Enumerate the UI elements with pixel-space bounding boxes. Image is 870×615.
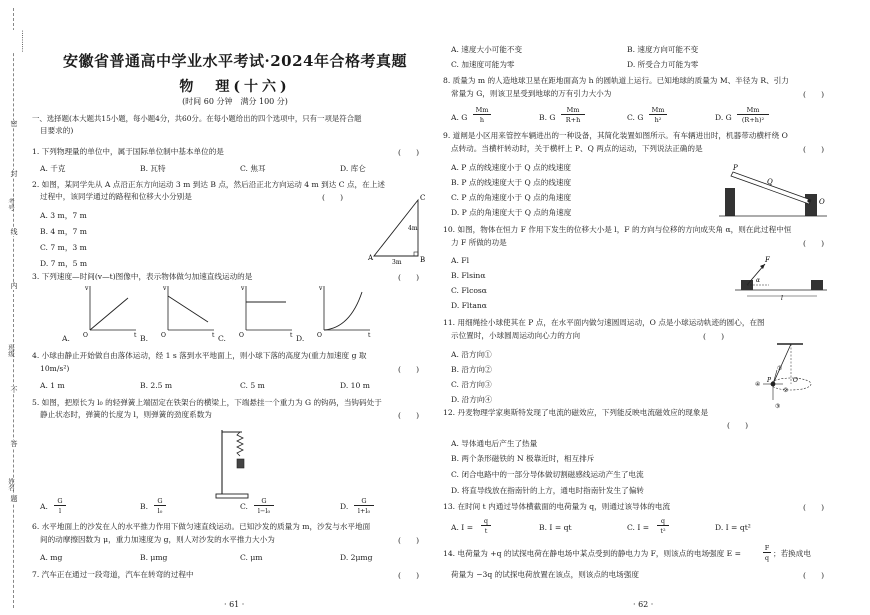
- q3-graph-d: [316, 284, 372, 339]
- q10-option-b: B. Flsinα: [451, 271, 486, 280]
- q2-label-a: A: [368, 254, 374, 262]
- question-9-cont: 点转动。当横杆转动时，关于横杆上 P、Q 两点的运动，下列说法正确的是: [451, 144, 703, 153]
- exam-time-info: (时间 60 分钟 满分 100 分): [182, 97, 288, 106]
- q5-option-a-den: l: [58, 507, 62, 515]
- q9-option-a: A. P 点的线速度小于 Q 点的线速度: [451, 163, 572, 172]
- margin-dots: ··········: [2, 30, 26, 52]
- q4-option-a: A. 1 m: [40, 381, 65, 390]
- q5-spring-stand-figure: [212, 424, 258, 500]
- q8-option-b-den: R+h: [565, 116, 581, 124]
- answer-blank: ( ): [803, 571, 825, 580]
- q11-label-p: P: [767, 377, 772, 384]
- q1-option-a: A. 千克: [40, 164, 66, 173]
- q11-option-d: D. 沿方向④: [451, 395, 493, 404]
- q4-option-b: B. 2.5 m: [140, 381, 173, 390]
- field-name: 姓名: [7, 478, 15, 491]
- question-13: 13. 在时间 t 内通过导体横截面的电荷量为 q，则通过该导体的电流: [443, 502, 671, 511]
- q8-option-b-num: Mm: [561, 106, 585, 115]
- q9-option-c: C. P 点的角速度小于 Q 点的角速度: [451, 193, 572, 202]
- axis-v: v: [241, 285, 245, 292]
- margin-mark: 线: [2, 228, 26, 236]
- question-4-cont: 10m/s²): [40, 364, 70, 373]
- question-14: 14. 电荷量为 +q 的试探电荷在静电场中某点受到的静电力为 F，则该点的电场强度 E =: [443, 549, 741, 558]
- answer-blank: ( ): [398, 148, 420, 157]
- q6-option-b: B. μmg: [140, 553, 168, 562]
- axis-o: O: [161, 332, 166, 339]
- q4-option-d: D. 10 m: [340, 381, 370, 390]
- q1-option-c: C. 焦耳: [240, 164, 266, 173]
- q11-label-dir2: ②: [783, 387, 789, 394]
- q12-option-d: D. 将直导线放在指南针的上方，通电时指南针发生了偏转: [451, 486, 644, 495]
- q5-option-d-den: l+l₀: [357, 507, 371, 515]
- q7-option-c: C. 加速度可能为零: [451, 60, 515, 69]
- q11-option-a: A. 沿方向①: [451, 350, 492, 359]
- q8-option-a-label: A. G: [451, 113, 468, 122]
- q3-option-d: D.: [296, 334, 305, 343]
- q10-option-a: A. Fl: [451, 256, 470, 265]
- exam-title: 安徽省普通高中学业水平考试·2024年合格考真题: [63, 52, 407, 70]
- answer-blank: ( ): [322, 193, 344, 202]
- q8-option-d-num: Mm: [737, 106, 769, 115]
- field-exam-number: 考号: [7, 198, 15, 211]
- question-3: 3. 下列速度—时间(v—t)图像中，表示物体做匀加速直线运动的是: [32, 272, 253, 281]
- question-11-cont: 示位置时，小球圆周运动向心力的方向: [451, 331, 581, 340]
- field-class: 班级: [7, 344, 15, 357]
- q8-option-c-label: C. G: [627, 113, 644, 122]
- q5-option-d-num: G: [354, 497, 374, 506]
- axis-o: O: [83, 332, 88, 339]
- q9-barrier-gate-figure: [719, 160, 829, 218]
- q11-label-dir1: ①: [777, 365, 783, 372]
- q1-option-b: B. 瓦特: [140, 164, 166, 173]
- q9-option-d: D. P 点的角速度大于 Q 点的角速度: [451, 208, 572, 217]
- section-heading-cont: 目要求的): [40, 126, 74, 135]
- margin-mark: 封: [2, 170, 26, 178]
- q13-option-d: D. I = qt²: [715, 523, 751, 532]
- q6-option-d: D. 2μmg: [340, 553, 373, 562]
- q3-option-b: B.: [140, 334, 148, 343]
- axis-o: O: [317, 332, 322, 339]
- q10-label-f: F: [765, 256, 770, 264]
- answer-blank: ( ): [803, 503, 825, 512]
- question-10-cont: 力 F 所做的功是: [451, 238, 507, 247]
- question-6-cont: 间的动摩擦因数为 μ，重力加速度为 g，则人对沙发的水平推力大小为: [40, 535, 275, 544]
- question-6: 6. 水平地面上的沙发在人的水平推力作用下做匀速直线运动。已知沙发的质量为 m，沙发与水平地面: [32, 522, 371, 531]
- exam-subtitle: 物 理(十六): [179, 79, 291, 95]
- question-2: 2. 如图，某同学先从 A 点沿正东方向运动 3 m 到达 B 点，然后沿正北方向运动 4 m 到达 C 点，在上述: [32, 180, 385, 189]
- q8-option-a-den: h: [479, 116, 485, 124]
- question-14-tail: ；若换成电: [773, 549, 811, 558]
- question-9: 9. 道闸是小区用来管控车辆进出的一种设备，其简化装置如图所示。有车辆进出时，机器带动横杆绕 O: [443, 131, 788, 140]
- margin-mark: 题: [2, 495, 26, 503]
- axis-v: v: [319, 285, 323, 292]
- q8-option-d-den: (R+h)²: [741, 116, 765, 124]
- q5-option-c-num: G: [254, 497, 274, 506]
- question-1: 1. 下列物理量的单位中，属于国际单位制中基本单位的是: [32, 147, 224, 156]
- q1-option-d: D. 库仑: [340, 164, 366, 173]
- answer-blank: ( ): [398, 411, 420, 420]
- q10-option-c: C. Flcosα: [451, 286, 487, 295]
- question-14-cont: 荷量为 −3q 的试探电荷放置在该点，则该点的电场强度: [451, 570, 639, 579]
- q11-label-dir4: ④: [755, 381, 761, 388]
- answer-blank: ( ): [398, 273, 420, 282]
- q5-option-c-den: l−l₀: [257, 507, 271, 515]
- q12-option-c: C. 闭合电路中的一部分导体做切割磁感线运动产生了电流: [451, 470, 644, 479]
- q2-option-c: C. 7 m，3 m: [40, 243, 87, 252]
- q13-option-b: B. I = qt: [539, 523, 572, 532]
- q9-label-q: Q: [767, 178, 773, 186]
- q13-option-c-num: q: [657, 517, 669, 526]
- q11-option-c: C. 沿方向③: [451, 380, 492, 389]
- axis-t: t: [368, 332, 371, 339]
- axis-v: v: [85, 285, 89, 292]
- q5-option-b-den: l₀: [157, 507, 163, 515]
- margin-mark: 内: [2, 282, 26, 290]
- q8-option-d-label: D. G: [715, 113, 732, 122]
- seal-line: [13, 8, 14, 608]
- q7-option-a: A. 速度大小可能不变: [451, 45, 523, 54]
- q5-option-c-label: C.: [240, 502, 248, 511]
- answer-blank: ( ): [398, 365, 420, 374]
- q11-label-o: O: [793, 377, 798, 384]
- q3-option-c: C.: [218, 334, 226, 343]
- question-10: 10. 如图，物体在恒力 F 作用下发生的位移大小是 l，F 的方向与位移的方向成夹角 α，则在此过程中恒: [443, 225, 792, 234]
- answer-blank: ( ): [803, 145, 825, 154]
- q3-graph-b: [160, 284, 216, 339]
- margin-mark: 答: [2, 440, 26, 448]
- q10-label-l: l: [781, 295, 783, 302]
- question-5: 5. 如图，把原长为 l₀ 的轻弹簧上端固定在铁架台的横梁上，下端悬挂一个重力为 G 的钩码，当钩码处于: [32, 398, 382, 407]
- q7-option-b: B. 速度方向可能不变: [627, 45, 699, 54]
- answer-blank: ( ): [727, 421, 749, 430]
- axis-o: O: [239, 332, 244, 339]
- section-heading: 一、选择题(本大题共15小题，每小题4分，共60分。在每小题给出的四个选项中，只有一项是符合题: [32, 114, 362, 123]
- q5-option-b-num: G: [154, 497, 166, 506]
- q13-option-a-label: A. I =: [451, 523, 474, 532]
- question-12: 12. 丹麦物理学家奥斯特发现了电流的磁效应，下列能反映电流磁效应的现象是: [443, 408, 709, 417]
- page-number-left: · 61 ·: [224, 600, 245, 609]
- q11-option-b: B. 沿方向②: [451, 365, 492, 374]
- q11-conical-pendulum-figure: [733, 340, 833, 412]
- answer-blank: ( ): [803, 239, 825, 248]
- axis-t: t: [290, 332, 293, 339]
- question-8-cont: 常量为 G，则该卫星受到地球的万有引力大小为: [451, 89, 612, 98]
- q2-label-north: 4m: [408, 225, 418, 232]
- question-8: 8. 质量为 m 的人造地球卫星在距地面高为 h 的圆轨道上运行。已知地球的质量为 M、半径为 R、引力: [443, 76, 789, 85]
- q5-option-b-label: B.: [140, 502, 148, 511]
- q8-option-c-den: h²: [654, 116, 662, 124]
- question-7: 7. 汽车正在通过一段弯道，汽车在转弯的过程中: [32, 570, 194, 579]
- q9-label-o: O: [819, 198, 825, 206]
- q2-label-east: 3m: [392, 259, 402, 266]
- q13-option-a-den: t: [484, 527, 488, 535]
- question-5-cont: 静止状态时，弹簧的长度为 l，则弹簧的劲度系数为: [40, 410, 212, 419]
- q13-option-a-num: q: [481, 517, 491, 526]
- binding-margin: [0, 0, 28, 615]
- q6-option-a: A. mg: [40, 553, 63, 562]
- q12-option-a: A. 导体通电后产生了热量: [451, 439, 538, 448]
- q2-label-b: B: [420, 256, 426, 264]
- q5-option-d-label: D.: [340, 502, 349, 511]
- q4-option-c: C. 5 m: [240, 381, 265, 390]
- q11-label-dir3: ③: [775, 403, 781, 410]
- margin-mark: 密: [2, 120, 26, 128]
- q8-option-a-num: Mm: [473, 106, 491, 115]
- axis-t: t: [212, 332, 215, 339]
- q13-option-c-den: t²: [660, 527, 666, 535]
- q3-option-a: A.: [62, 334, 70, 343]
- q10-force-figure: [735, 254, 831, 300]
- page-number-right: · 62 ·: [633, 600, 654, 609]
- q10-option-d: D. Fltanα: [451, 301, 487, 310]
- q5-option-a-label: A.: [40, 502, 48, 511]
- q7-option-d: D. 所受合力可能为零: [627, 60, 699, 69]
- q2-option-b: B. 4 m，7 m: [40, 227, 87, 236]
- q14-frac-num: F: [764, 544, 770, 552]
- q6-option-c: C. μm: [240, 553, 263, 562]
- answer-blank: ( ): [703, 332, 725, 341]
- q12-option-b: B. 两个条形磁铁的 N 极靠近时，相互排斥: [451, 454, 595, 463]
- q2-option-a: A. 3 m，7 m: [40, 211, 87, 220]
- q8-option-c-num: Mm: [649, 106, 667, 115]
- q10-label-alpha: α: [756, 277, 761, 284]
- question-11: 11. 用细绳拴小球使其在 P 点，在水平面内做匀速圆周运动，O 点是小球运动轨迹的圆心，在图: [443, 318, 765, 327]
- q14-frac-den: q: [764, 554, 770, 562]
- answer-blank: ( ): [398, 571, 420, 580]
- q2-option-d: D. 7 m，5 m: [40, 259, 88, 268]
- margin-mark: 不: [2, 386, 26, 394]
- answer-blank: ( ): [398, 536, 420, 545]
- question-4: 4. 小球由静止开始做自由落体运动，经 1 s 落到水平地面上，则小球下落的高度为(重力加速度 g 取: [32, 351, 367, 360]
- q9-label-p: P: [733, 164, 738, 172]
- q2-triangle-figure: [368, 194, 428, 266]
- axis-v: v: [163, 285, 167, 292]
- q13-option-c-label: C. I =: [627, 523, 650, 532]
- question-2-cont: 过程中，该同学通过的路程和位移大小分别是: [40, 192, 192, 201]
- q3-graph-c: [238, 284, 294, 339]
- q5-option-a-num: G: [54, 497, 66, 506]
- q8-option-b-label: B. G: [539, 113, 556, 122]
- answer-blank: ( ): [803, 90, 825, 99]
- axis-t: t: [134, 332, 137, 339]
- q2-label-c: C: [420, 194, 426, 202]
- q3-graph-a: [82, 284, 138, 339]
- q9-option-b: B. P 点的线速度大于 Q 点的线速度: [451, 178, 572, 187]
